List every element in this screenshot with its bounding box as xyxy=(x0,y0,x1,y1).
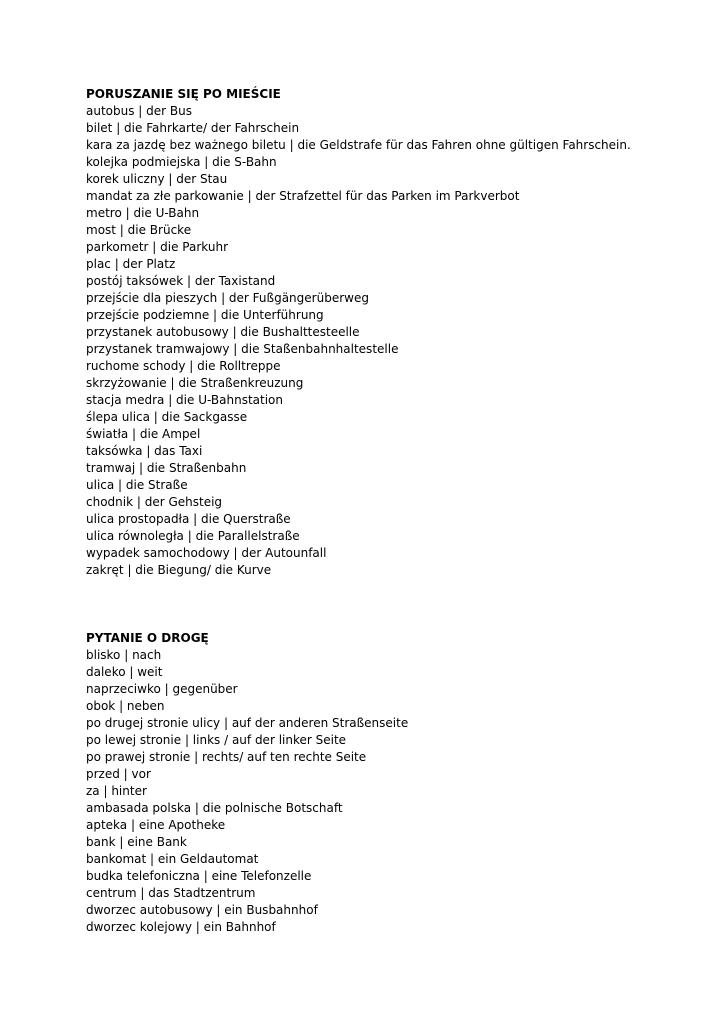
vocab-line: dworzec autobusowy | ein Busbahnhof xyxy=(86,903,318,917)
vocab-line: za | hinter xyxy=(86,784,147,798)
vocab-line: ulica | die Straße xyxy=(86,478,188,492)
vocab-line: bilet | die Fahrkarte/ der Fahrschein xyxy=(86,121,300,135)
vocab-line: zakręt | die Biegung/ die Kurve xyxy=(86,563,272,577)
vocab-line: skrzyżowanie | die Straßenkreuzung xyxy=(86,376,304,390)
vocab-line: przejście dla pieszych | der Fußgängerüberweg xyxy=(86,291,369,305)
vocab-line: taksówka | das Taxi xyxy=(86,444,203,458)
vocab-line: ślepa ulica | die Sackgasse xyxy=(86,410,248,424)
vocab-line: ambasada polska | die polnische Botschaft xyxy=(86,801,343,815)
section-spacer xyxy=(86,579,706,630)
vocab-line: naprzeciwko | gegenüber xyxy=(86,682,238,696)
vocab-line: metro | die U-Bahn xyxy=(86,206,200,220)
vocab-line: ruchome schody | die Rolltreppe xyxy=(86,359,281,373)
vocab-line: wypadek samochodowy | der Autounfall xyxy=(86,546,327,560)
vocab-line: przystanek autobusowy | die Bushalttesteelle xyxy=(86,325,360,339)
vocab-line: most | die Brücke xyxy=(86,223,192,237)
vocab-line: parkometr | die Parkuhr xyxy=(86,240,229,254)
vocab-line: mandat za złe parkowanie | der Strafzettel für das Parken im Parkverbot xyxy=(86,189,520,203)
vocab-line: światła | die Ampel xyxy=(86,427,201,441)
vocab-line: korek uliczny | der Stau xyxy=(86,172,228,186)
vocab-line: obok | neben xyxy=(86,699,165,713)
section-asking-directions xyxy=(86,630,706,936)
vocab-line: ulica prostopadła | die Querstraße xyxy=(86,512,291,526)
section-heading: PORUSZANIE SIĘ PO MIEŚCIE xyxy=(86,87,281,101)
vocab-line: po lewej stronie | links / auf der linker Seite xyxy=(86,733,347,747)
vocab-line: plac | der Platz xyxy=(86,257,176,271)
vocab-line: centrum | das Stadtzentrum xyxy=(86,886,256,900)
vocab-line: bank | eine Bank xyxy=(86,835,187,849)
vocab-line: autobus | der Bus xyxy=(86,104,192,118)
vocab-line: kolejka podmiejska | die S-Bahn xyxy=(86,155,277,169)
vocab-line: daleko | weit xyxy=(86,665,163,679)
section-heading: PYTANIE O DROGĘ xyxy=(86,631,209,645)
vocab-line: ulica równoległa | die Parallelstraße xyxy=(86,529,300,543)
vocab-line: dworzec kolejowy | ein Bahnhof xyxy=(86,920,276,934)
section-moving-in-city xyxy=(86,86,706,579)
vocab-line: przystanek tramwajowy | die Staßenbahnhaltestelle xyxy=(86,342,399,356)
vocab-line: stacja medra | die U-Bahnstation xyxy=(86,393,283,407)
vocab-line: po drugej stronie ulicy | auf der anderen Straßenseite xyxy=(86,716,409,730)
vocab-line: przed | vor xyxy=(86,767,151,781)
vocab-line: chodnik | der Gehsteig xyxy=(86,495,223,509)
vocab-line: po prawej stronie | rechts/ auf ten rechte Seite xyxy=(86,750,367,764)
vocab-line: kara za jazdę bez ważnego biletu | die Geldstrafe für das Fahren ohne gültigen Fahrschein. xyxy=(86,138,631,152)
vocab-line: blisko | nach xyxy=(86,648,162,662)
vocab-line: bankomat | ein Geldautomat xyxy=(86,852,259,866)
document-page xyxy=(86,86,706,936)
vocab-line: przejście podziemne | die Unterführung xyxy=(86,308,324,322)
vocab-line: apteka | eine Apotheke xyxy=(86,818,226,832)
vocab-line: tramwaj | die Straßenbahn xyxy=(86,461,247,475)
vocab-line: budka telefoniczna | eine Telefonzelle xyxy=(86,869,312,883)
vocab-line: postój taksówek | der Taxistand xyxy=(86,274,276,288)
